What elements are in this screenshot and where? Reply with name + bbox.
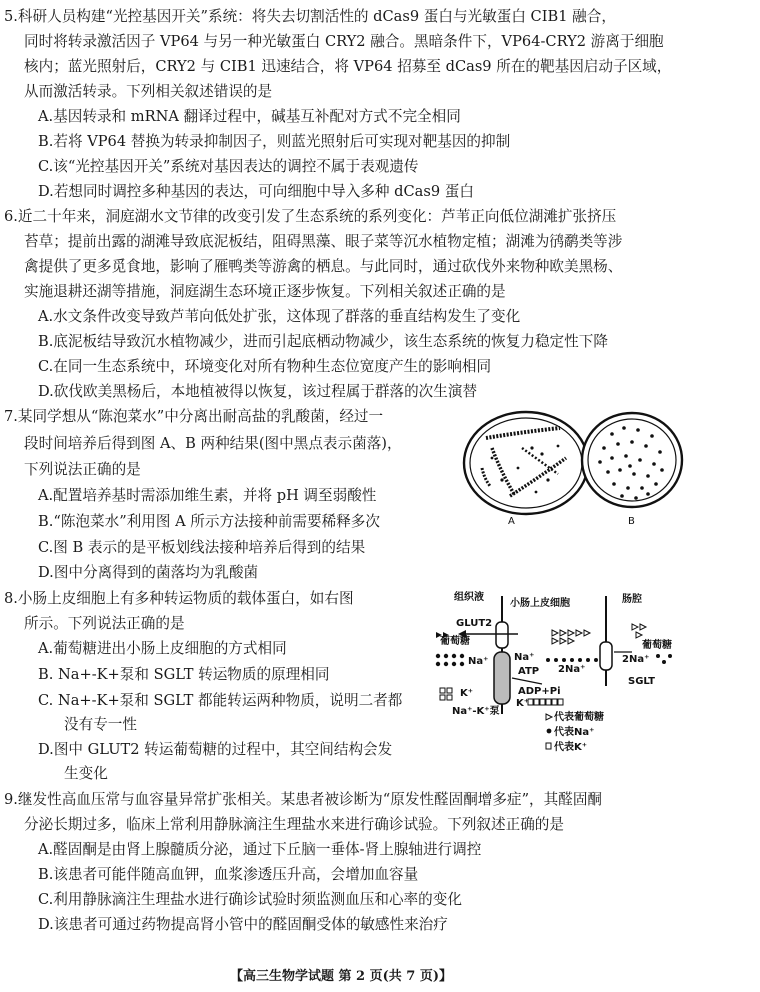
q6-option-c: C.在同一生态系统中，环境变化对所有物种生态位宽度产生的影响相同 [38, 358, 492, 375]
q5-stem-line-3: 核内；蓝光照射后，CRY2 与 CIB1 迅速结合，将 VP64 招募至 dCas9 所在的靶基因启动子区域， [24, 58, 672, 75]
q8-option-c-cont: 没有专一性 [64, 716, 137, 733]
label-atp: ATP [518, 666, 540, 677]
k-cluster-left [440, 688, 452, 700]
label-glut2: GLUT2 [456, 618, 493, 629]
label-k-left: K⁺ [460, 688, 474, 699]
q7-option-a: A.配置培养基时需添加维生素，并将 pH 调至弱酸性 [38, 487, 377, 504]
q7-option-d: D.图中分离得到的菌落均为乳酸菌 [38, 564, 259, 581]
legend-glucose: 代表葡萄糖 [554, 712, 604, 723]
plate-b-label: B [628, 516, 635, 527]
q6-stem-line-3: 禽提供了更多觅食地，影响了雁鸭类等游禽的栖息。与此同时，通过砍伐外来物种欧美黑杨、 [24, 258, 623, 275]
q9-stem-line-2: 分泌长期过多，临床上常利用静脉滴注生理盐水来进行确诊试验。下列叙述正确的是 [24, 816, 564, 833]
legend-k-icon [546, 743, 551, 749]
label-sglt: SGLT [628, 676, 655, 687]
q6-stem-line-2: 苔草；提前出露的湖滩导致底泥板结，阻碍黑藻、眼子菜等沉水植物定植；湖滩为鸻鹬类等涉 [24, 233, 623, 250]
q7-stem-line-1: 7.某同学想从“陈泡菜水”中分离出耐高盐的乳酸菌，经过一 [4, 408, 384, 425]
legend-glucose-icon [546, 714, 552, 720]
plate-b [582, 413, 682, 527]
q5-stem-line-1: 5.科研人员构建“光控基因开关”系统：将失去切割活性的 dCas9 蛋白与光敏蛋白 CIB1 融合， [4, 8, 616, 25]
label-2na-inner: 2Na⁺ [558, 664, 586, 675]
q8-stem-line-2: 所示。下列说法正确的是 [24, 615, 185, 632]
legend-k: 代表K⁺ [554, 742, 588, 753]
k-cluster-cell [528, 699, 563, 705]
q5-option-d: D.若想同时调控多种基因的表达，可向细胞中导入多种 dCas9 蛋白 [38, 183, 474, 200]
q5-option-b: B.若将 VP64 替换为转录抑制因子，则蓝光照射后可实现对靶基因的抑制 [38, 133, 511, 150]
q9-option-c: C.利用静脉滴注生理盐水进行确诊试验时须监测血压和心率的变化 [38, 891, 462, 908]
legend-na: 代表Na⁺ [554, 727, 595, 738]
q9-option-b: B.该患者可能伴随高血钾，血浆渗透压升高，会增加血容量 [38, 866, 419, 883]
label-tissue-fluid: 组织液 [454, 592, 484, 603]
label-epithelial-cell: 小肠上皮细胞 [510, 598, 570, 609]
na-cluster-left [436, 654, 464, 666]
q5-option-a: A.基因转录和 mRNA 翻译过程中，碱基互补配对方式不完全相同 [38, 108, 461, 125]
q6-stem-line-4: 实施退耕还湖等措施，洞庭湖生态环境正逐步恢复。下列相关叙述正确的是 [24, 283, 506, 300]
label-lumen: 肠腔 [622, 594, 642, 605]
q8-option-d-cont: 生变化 [64, 765, 108, 782]
label-glucose-left: 葡萄糖 [440, 636, 470, 647]
q8-option-c: C. Na+-K+泵和 SGLT 都能转运两种物质，说明二者都 [38, 692, 403, 709]
q7-stem-line-3: 下列说法正确的是 [24, 461, 141, 478]
page-footer: 【高三生物学试题 第 2 页(共 7 页)】 [230, 969, 453, 984]
q5-stem-line-2: 同时将转录激活因子 VP64 与另一种光敏蛋白 CRY2 融合。黑暗条件下，VP64-CRY2 游离于细胞 [24, 33, 664, 50]
q9-stem-line-1: 9.继发性高血压常与血容量异常扩张相关。某患者被诊断为“原发性醛固酮增多症”，其醛固酮 [4, 791, 603, 808]
label-k-inner: K⁺ [516, 698, 530, 709]
petri-plates-figure [462, 408, 692, 528]
na-cluster-cell [546, 658, 598, 662]
atp-arrow [512, 678, 542, 684]
label-na-inner: Na⁺ [514, 652, 535, 663]
q7-option-c: C.图 B 表示的是平板划线法接种培养后得到的结果 [38, 539, 366, 556]
q6-option-d: D.砍伐欧美黑杨后，本地植被得以恢复，该过程属于群落的次生演替 [38, 383, 478, 400]
q7-stem-line-2: 段时间培养后得到图 A、B 两种结果(图中黑点表示菌落)， [24, 435, 402, 452]
plate-a [464, 412, 588, 527]
glucose-cluster-cell [552, 630, 590, 644]
label-na-left: Na⁺ [468, 656, 489, 667]
label-2na-outer: 2Na⁺ [622, 654, 650, 665]
label-adp: ADP+Pi [518, 686, 561, 697]
legend-na-icon [547, 729, 552, 734]
glucose-cluster-lumen [632, 624, 646, 638]
plate-a-label: A [508, 516, 515, 527]
intestine-transport-figure [432, 586, 717, 756]
q8-stem-line-1: 8.小肠上皮细胞上有多种转运物质的载体蛋白，如右图 [4, 590, 354, 607]
q8-option-a: A.葡萄糖进出小肠上皮细胞的方式相同 [38, 640, 287, 657]
na-cluster-lumen [656, 654, 672, 664]
glut2-protein [496, 622, 508, 648]
q8-option-b: B. Na+-K+泵和 SGLT 转运物质的原理相同 [38, 666, 330, 683]
q9-option-d: D.该患者可通过药物提高肾小管中的醛固酮受体的敏感性来治疗 [38, 916, 448, 933]
na-k-pump [494, 652, 510, 704]
q6-stem-line-1: 6.近二十年来，洞庭湖水文节律的改变引发了生态系统的系列变化：芦苇正向低位湖滩扩张挤压 [4, 208, 617, 225]
q6-option-b: B.底泥板结导致沉水植物减少，进而引起底栖动物减少，该生态系统的恢复力稳定性下降 [38, 333, 608, 350]
sglt-protein [600, 642, 612, 670]
label-glucose-right: 葡萄糖 [642, 640, 672, 651]
q5-stem-line-4: 从而激活转录。下列相关叙述错误的是 [24, 83, 273, 100]
q6-option-a: A.水文条件改变导致芦苇向低处扩张，这体现了群落的垂直结构发生了变化 [38, 308, 521, 325]
q8-option-d: D.图中 GLUT2 转运葡萄糖的过程中，其空间结构会发 [38, 741, 393, 758]
q9-option-a: A.醛固酮是由肾上腺髓质分泌，通过下丘脑一垂体-肾上腺轴进行调控 [38, 841, 482, 858]
label-pump: Na⁺-K⁺泵 [452, 706, 500, 717]
q7-option-b: B.“陈泡菜水”利用图 A 所示方法接种前需要稀释多次 [38, 513, 380, 530]
q5-option-c: C.该“光控基因开关”系统对基因表达的调控不属于表观遗传 [38, 158, 419, 175]
